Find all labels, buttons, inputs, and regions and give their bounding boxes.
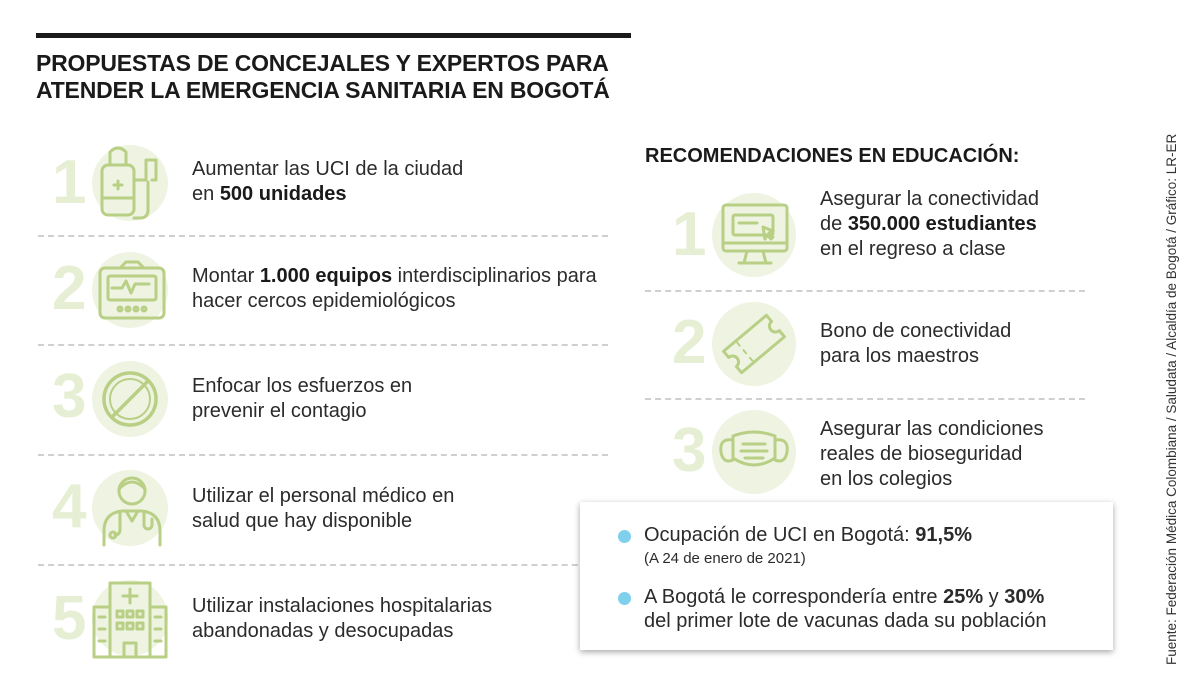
education-bold: 350.000 estudiantes <box>847 213 1037 235</box>
top-rule <box>36 33 631 38</box>
education-title: RECOMENDACIONES EN EDUCACIÓN: <box>645 145 1020 167</box>
proposal-text <box>192 157 472 207</box>
proposal-bold-1: 500 unidades <box>219 183 347 205</box>
icu-equipment-icon <box>92 140 172 225</box>
proposal-text-1: Aumentar las UCI de la ciudad en <box>192 158 464 205</box>
divider <box>38 564 608 566</box>
education-number: 2 <box>672 308 707 377</box>
education-line-text: de <box>820 213 848 235</box>
face-mask-icon <box>713 412 795 492</box>
hospital-icon <box>90 577 170 659</box>
divider <box>38 454 608 456</box>
vaccine-value-1: 25% <box>943 586 984 608</box>
education-line: Bono de conectividad <box>820 320 1012 342</box>
divider <box>645 398 1085 400</box>
proposal-number: 1 <box>52 148 87 217</box>
proposal-number: 5 <box>52 584 87 653</box>
monitor-icon <box>92 250 172 330</box>
education-text <box>820 187 1100 262</box>
icu-occupancy-value: 91,5% <box>915 524 972 546</box>
icu-occupancy-text <box>644 523 1094 547</box>
source-credit: Fuente: Federación Médica Colombiana / Saludata / Alcaldía de Bogotá / Gráfico: LR-ER <box>1164 133 1179 665</box>
page-title <box>36 50 656 104</box>
education-line: Asegurar las condiciones <box>820 418 1044 440</box>
doctor-icon <box>92 467 172 549</box>
education-line: en los colegios <box>820 468 953 490</box>
bullet-dot <box>618 592 631 605</box>
ticket-icon <box>714 304 794 384</box>
proposal-text <box>192 264 612 314</box>
proposal-text-2a: Montar <box>192 265 260 287</box>
bullet-dot <box>618 530 631 543</box>
education-line <box>820 212 1100 237</box>
info-box <box>580 502 1113 650</box>
proposal-text: Enfocar los esfuerzos en prevenir el contagio <box>192 375 413 422</box>
proposal-bold-2: 1.000 equipos <box>259 265 393 287</box>
icu-occupancy-date: (A 24 de enero de 2021) <box>644 550 806 567</box>
vaccine-text-mid: y <box>983 586 1005 608</box>
icu-occupancy-label: Ocupación de UCI en Bogotá: <box>644 524 916 546</box>
vaccine-line-1 <box>644 585 1104 609</box>
education-line: para los maestros <box>820 345 979 367</box>
education-text <box>820 417 1100 492</box>
proposal-number: 2 <box>52 254 87 323</box>
title-line-2: ATENDER LA EMERGENCIA SANITARIA EN BOGOTÁ <box>36 77 610 103</box>
education-line: Asegurar la conectividad <box>820 188 1040 210</box>
divider <box>38 344 608 346</box>
vaccine-text-pre: A Bogotá le correspondería entre <box>644 586 944 608</box>
vaccine-text <box>644 585 1104 633</box>
divider <box>645 290 1085 292</box>
prohibited-icon <box>92 361 168 437</box>
proposal-number: 4 <box>52 472 87 541</box>
education-number: 1 <box>672 200 707 269</box>
education-line: reales de bioseguridad <box>820 443 1023 465</box>
education-number: 3 <box>672 416 707 485</box>
education-text <box>820 319 1100 369</box>
computer-icon <box>715 195 795 275</box>
proposal-text-2b: interdisciplinarios para hacer cercos epidemiológicos <box>192 265 597 312</box>
proposal-number: 3 <box>52 362 87 431</box>
title-line-1: PROPUESTAS DE CONCEJALES Y EXPERTOS PARA <box>36 50 609 76</box>
proposal-text: Utilizar instalaciones hospitalarias abandonadas y desocupadas <box>192 595 493 642</box>
divider <box>38 235 608 237</box>
education-line: en el regreso a clase <box>820 238 1006 260</box>
proposal-text: Utilizar el personal médico en salud que hay disponible <box>192 485 455 532</box>
vaccine-value-2: 30% <box>1004 586 1045 608</box>
vaccine-line-2: del primer lote de vacunas dada su población <box>644 610 1047 632</box>
